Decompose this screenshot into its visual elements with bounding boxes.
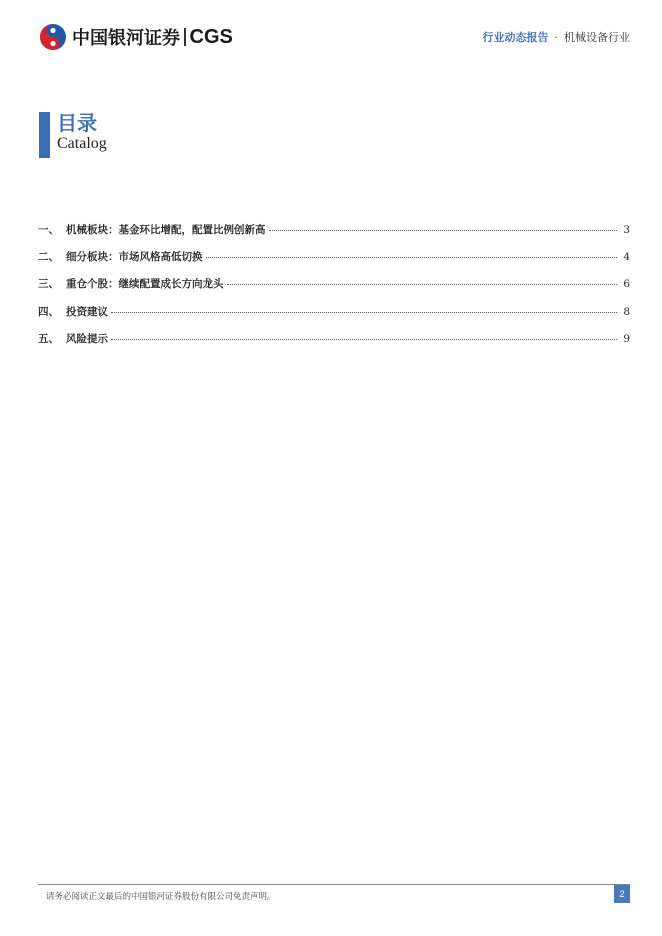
toc-entry[interactable] (38, 304, 630, 331)
title-accent-bar (39, 112, 50, 158)
toc-dot-leader (227, 283, 618, 285)
toc-entry-page[interactable]: 8 (623, 305, 630, 318)
header-separator: · (554, 31, 558, 44)
footer-disclaimer: 请务必阅读正文最后的中国银河证券股份有限公司免责声明。 (46, 892, 276, 902)
toc-entry-number: 五、 (38, 332, 59, 345)
report-type: 行业动态报告 (482, 31, 549, 44)
toc-entry[interactable] (38, 222, 630, 249)
toc-dot-leader (111, 311, 617, 313)
logo-chinese-name: 中国银河证券 (72, 28, 180, 49)
toc-entry[interactable] (38, 331, 630, 358)
toc-entry-title[interactable]: 细分板块：市场风格高低切换 (66, 251, 203, 264)
toc-entry-number: 二、 (38, 251, 59, 264)
toc-entry-page[interactable]: 4 (623, 251, 630, 264)
page-subtitle: Catalog (57, 135, 107, 152)
toc-entry-number: 三、 (38, 278, 59, 291)
logo-divider (184, 28, 186, 46)
toc-dot-leader (111, 338, 617, 340)
toc-entry-page[interactable]: 9 (623, 332, 630, 345)
page-number: 2 (614, 885, 630, 903)
toc-entry-number: 一、 (38, 224, 59, 236)
company-logo (38, 22, 233, 52)
table-of-contents (38, 222, 630, 358)
toc-dot-leader (269, 229, 618, 231)
logo-english-name: CGS (189, 25, 233, 48)
toc-dot-leader (206, 256, 618, 258)
page-title: 目录 (57, 111, 97, 135)
toc-entry-title[interactable]: 投资建议 (66, 305, 108, 318)
toc-entry[interactable] (38, 276, 630, 303)
report-category (483, 29, 631, 45)
toc-entry-title[interactable]: 机械板块：基金环比增配，配置比例创新高 (66, 224, 266, 236)
toc-entry-title[interactable]: 风险提示 (66, 332, 108, 345)
toc-entry-number: 四、 (38, 305, 59, 318)
toc-entry-page[interactable]: 3 (623, 224, 630, 236)
footer-divider (38, 884, 630, 885)
toc-entry[interactable] (38, 249, 630, 276)
toc-entry-title[interactable]: 重仓个股：继续配置成长方向龙头 (66, 278, 224, 291)
toc-entry-page[interactable]: 6 (623, 278, 630, 291)
industry-name: 机械设备行业 (564, 31, 630, 44)
cgs-logo-icon (38, 22, 68, 52)
